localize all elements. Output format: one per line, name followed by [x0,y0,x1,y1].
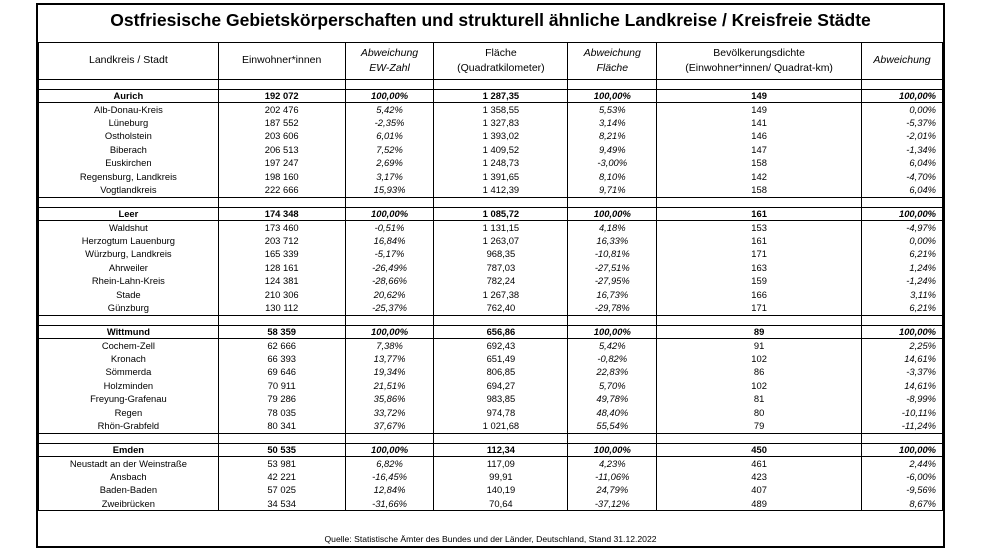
spacer-cell [862,79,943,89]
cell-density: 158 [657,157,862,171]
cell-deviation-population: 21,51% [345,379,434,393]
cell-area: 692,43 [434,339,568,353]
cell-area: 974,78 [434,406,568,420]
cell-name: Vogtlandkreis [39,184,219,198]
cell-density: 159 [657,275,862,289]
cell-deviation-population: 3,17% [345,170,434,184]
column-header-area [434,43,568,79]
group-head-row [39,207,943,221]
spacer-cell [657,197,862,207]
header-row [39,43,943,79]
table-row [39,366,943,380]
cell-population: 78 035 [218,406,345,420]
cell-population: 34 534 [218,497,345,511]
cell-deviation-density: 6,04% [862,157,943,171]
cell-density: 161 [657,234,862,248]
cell-density: 146 [657,130,862,144]
cell-area: 1 391,65 [434,170,568,184]
spacer-row [39,197,943,207]
cell-deviation-density: -2,01% [862,130,943,144]
cell-deviation-area: 5,70% [568,379,657,393]
table-row [39,420,943,434]
cell-area: 99,91 [434,470,568,484]
cell-population: 202 476 [218,103,345,117]
cell-area: 1 409,52 [434,143,568,157]
table-row [39,221,943,235]
cell-name: Lüneburg [39,116,219,130]
cell-area: 806,85 [434,366,568,380]
cell-deviation-area: 4,23% [568,457,657,471]
spacer-cell [568,433,657,443]
cell-deviation-population: 19,34% [345,366,434,380]
cell-deviation-population: 100,00% [345,207,434,221]
cell-name: Sömmerda [39,366,219,380]
spacer-cell [434,315,568,325]
table-row [39,184,943,198]
cell-density: 142 [657,170,862,184]
spacer-cell [345,433,434,443]
cell-population: 66 393 [218,352,345,366]
spacer-cell [862,433,943,443]
cell-area: 1 263,07 [434,234,568,248]
cell-deviation-density: -4,70% [862,170,943,184]
cell-population: 53 981 [218,457,345,471]
cell-deviation-population: 2,69% [345,157,434,171]
spacer-cell [345,79,434,89]
cell-deviation-population: 16,84% [345,234,434,248]
cell-name: Ahrweiler [39,261,219,275]
spacer-cell [434,79,568,89]
cell-deviation-density: 6,04% [862,184,943,198]
table-row [39,103,943,117]
cell-name: Würzburg, Landkreis [39,248,219,262]
cell-deviation-population: -25,37% [345,302,434,316]
column-header-line: Abweichung [583,46,641,59]
spacer-cell [345,315,434,325]
group-head-row [39,325,943,339]
cell-deviation-population: 6,01% [345,130,434,144]
cell-density: 171 [657,248,862,262]
cell-population: 70 911 [218,379,345,393]
cell-deviation-density: 2,44% [862,457,943,471]
cell-deviation-area: -29,78% [568,302,657,316]
cell-deviation-area: -0,82% [568,352,657,366]
cell-name: Regen [39,406,219,420]
cell-deviation-density: 6,21% [862,302,943,316]
cell-deviation-population: 15,93% [345,184,434,198]
table-row [39,157,943,171]
cell-name: Ostholstein [39,130,219,144]
column-header-line: Bevölkerungsdichte [713,46,805,59]
cell-area: 1 021,68 [434,420,568,434]
spacer-row [39,79,943,89]
cell-deviation-population: 13,77% [345,352,434,366]
cell-deviation-area: 16,33% [568,234,657,248]
table-row [39,393,943,407]
table-row [39,339,943,353]
cell-density: 149 [657,103,862,117]
cell-deviation-area: 24,79% [568,484,657,498]
column-header-line: (Einwohner*innen/ Quadrat-km) [685,61,833,74]
spacer-cell [39,197,219,207]
spacer-cell [657,315,862,325]
spacer-cell [862,315,943,325]
cell-area: 1 393,02 [434,130,568,144]
cell-name: Holzminden [39,379,219,393]
cell-name: Zweibrücken [39,497,219,511]
cell-deviation-area: 100,00% [568,443,657,457]
table-row [39,143,943,157]
cell-name: Neustadt an der Weinstraße [39,457,219,471]
cell-density: 423 [657,470,862,484]
cell-deviation-area: -3,00% [568,157,657,171]
column-header-line: Landkreis / Stadt [88,54,168,67]
cell-deviation-density: 6,21% [862,248,943,262]
cell-deviation-density: -10,11% [862,406,943,420]
spacer-cell [568,315,657,325]
cell-density: 158 [657,184,862,198]
cell-name: Herzogtum Lauenburg [39,234,219,248]
column-header-line: Abweichung [360,46,419,59]
cell-deviation-population: 33,72% [345,406,434,420]
table-row [39,497,943,511]
cell-density: 407 [657,484,862,498]
column-header-line: Abweichung [873,54,931,67]
cell-population: 130 112 [218,302,345,316]
cell-deviation-density: -6,00% [862,470,943,484]
column-header-population [218,43,345,79]
cell-deviation-density: -1,24% [862,275,943,289]
cell-density: 153 [657,221,862,235]
cell-area: 1 248,73 [434,157,568,171]
table-row [39,352,943,366]
cell-density: 80 [657,406,862,420]
cell-area: 694,27 [434,379,568,393]
table-row [39,116,943,130]
cell-area: 140,19 [434,484,568,498]
cell-area: 651,49 [434,352,568,366]
cell-deviation-area: 8,10% [568,170,657,184]
cell-deviation-area: 100,00% [568,325,657,339]
cell-area: 1 267,38 [434,288,568,302]
cell-deviation-density: 0,00% [862,103,943,117]
column-header-line: Fläche [596,61,629,74]
spacer-cell [218,315,345,325]
cell-name: Emden [39,443,219,457]
cell-deviation-population: 100,00% [345,325,434,339]
cell-deviation-density: 8,67% [862,497,943,511]
cell-deviation-population: -16,45% [345,470,434,484]
cell-deviation-area: 5,53% [568,103,657,117]
table-row [39,470,943,484]
cell-density: 89 [657,325,862,339]
source-note: Quelle: Statistische Ämter des Bundes und der Länder, Deutschland, Stand 31.12.2022 [324,534,657,544]
cell-population: 62 666 [218,339,345,353]
cell-population: 58 359 [218,325,345,339]
cell-area: 1 358,55 [434,103,568,117]
cell-population: 210 306 [218,288,345,302]
cell-deviation-density: -5,37% [862,116,943,130]
cell-population: 222 666 [218,184,345,198]
cell-density: 141 [657,116,862,130]
column-header-line: EW-Zahl [369,61,410,74]
cell-deviation-density: -3,37% [862,366,943,380]
cell-deviation-density: 0,00% [862,234,943,248]
table-row [39,275,943,289]
cell-name: Wittmund [39,325,219,339]
table-frame [36,3,945,548]
spacer-cell [39,433,219,443]
cell-deviation-population: -28,66% [345,275,434,289]
cell-deviation-area: 22,83% [568,366,657,380]
cell-deviation-population: -5,17% [345,248,434,262]
cell-density: 450 [657,443,862,457]
cell-density: 81 [657,393,862,407]
cell-population: 69 646 [218,366,345,380]
cell-deviation-area: -10,81% [568,248,657,262]
cell-deviation-density: 1,24% [862,261,943,275]
cell-deviation-density: -4,97% [862,221,943,235]
cell-density: 166 [657,288,862,302]
spacer-cell [434,197,568,207]
table-row [39,170,943,184]
cell-density: 102 [657,379,862,393]
cell-population: 198 160 [218,170,345,184]
cell-name: Aurich [39,89,219,103]
cell-deviation-area: 4,18% [568,221,657,235]
cell-name: Ansbach [39,470,219,484]
cell-deviation-population: 7,52% [345,143,434,157]
table-row [39,234,943,248]
cell-deviation-population: -26,49% [345,261,434,275]
cell-density: 161 [657,207,862,221]
cell-population: 50 535 [218,443,345,457]
cell-deviation-area: -27,95% [568,275,657,289]
table-row [39,261,943,275]
cell-area: 983,85 [434,393,568,407]
cell-deviation-density: 100,00% [862,207,943,221]
cell-population: 192 072 [218,89,345,103]
cell-density: 102 [657,352,862,366]
cell-name: Leer [39,207,219,221]
column-header-line: (Quadratkilometer) [457,61,545,74]
cell-deviation-density: -1,34% [862,143,943,157]
cell-area: 1 327,83 [434,116,568,130]
group-head-row [39,443,943,457]
table-row [39,406,943,420]
cell-density: 489 [657,497,862,511]
cell-deviation-area: 5,42% [568,339,657,353]
cell-population: 128 161 [218,261,345,275]
cell-deviation-population: -2,35% [345,116,434,130]
cell-name: Biberach [39,143,219,157]
cell-deviation-area: 49,78% [568,393,657,407]
cell-name: Stade [39,288,219,302]
group-head-row [39,89,943,103]
column-header-deviation-area [568,43,657,79]
cell-deviation-area: -11,06% [568,470,657,484]
table-row [39,484,943,498]
cell-deviation-area: 9,71% [568,184,657,198]
column-header-line: Einwohner*innen [241,54,322,67]
cell-deviation-population: 20,62% [345,288,434,302]
cell-deviation-area: 100,00% [568,207,657,221]
cell-deviation-population: 5,42% [345,103,434,117]
spacer-cell [657,433,862,443]
cell-deviation-area: 8,21% [568,130,657,144]
cell-deviation-density: 2,25% [862,339,943,353]
spacer-cell [862,197,943,207]
cell-deviation-density: 100,00% [862,443,943,457]
cell-population: 42 221 [218,470,345,484]
cell-population: 80 341 [218,420,345,434]
cell-area: 112,34 [434,443,568,457]
cell-deviation-area: -27,51% [568,261,657,275]
cell-deviation-density: 100,00% [862,89,943,103]
spacer-cell [39,315,219,325]
cell-name: Regensburg, Landkreis [39,170,219,184]
cell-density: 461 [657,457,862,471]
cell-area: 656,86 [434,325,568,339]
cell-deviation-area: 55,54% [568,420,657,434]
cell-deviation-population: 35,86% [345,393,434,407]
cell-population: 206 513 [218,143,345,157]
cell-deviation-density: 14,61% [862,379,943,393]
cell-deviation-area: 100,00% [568,89,657,103]
cell-deviation-area: 9,49% [568,143,657,157]
data-table [38,43,943,511]
spacer-cell [39,79,219,89]
cell-deviation-population: 100,00% [345,89,434,103]
column-header-line: Fläche [485,46,517,59]
cell-name: Günzburg [39,302,219,316]
table-row [39,457,943,471]
cell-deviation-population: 7,38% [345,339,434,353]
table-row [39,302,943,316]
cell-name: Baden-Baden [39,484,219,498]
cell-density: 86 [657,366,862,380]
cell-density: 79 [657,420,862,434]
column-header-density [657,43,862,79]
cell-density: 163 [657,261,862,275]
cell-population: 174 348 [218,207,345,221]
spacer-cell [657,79,862,89]
cell-area: 117,09 [434,457,568,471]
cell-deviation-area: 3,14% [568,116,657,130]
spacer-cell [345,197,434,207]
cell-name: Freyung-Grafenau [39,393,219,407]
cell-name: Alb-Donau-Kreis [39,103,219,117]
cell-deviation-density: -11,24% [862,420,943,434]
cell-density: 171 [657,302,862,316]
spacer-cell [218,79,345,89]
cell-density: 149 [657,89,862,103]
cell-population: 203 606 [218,130,345,144]
cell-deviation-population: -0,51% [345,221,434,235]
cell-population: 187 552 [218,116,345,130]
cell-population: 203 712 [218,234,345,248]
cell-area: 70,64 [434,497,568,511]
cell-deviation-density: 3,11% [862,288,943,302]
table-row [39,248,943,262]
cell-deviation-population: 12,84% [345,484,434,498]
cell-deviation-density: -8,99% [862,393,943,407]
spacer-cell [568,197,657,207]
cell-deviation-area: 48,40% [568,406,657,420]
spacer-cell [568,79,657,89]
cell-population: 165 339 [218,248,345,262]
table-row [39,379,943,393]
table-row [39,130,943,144]
cell-area: 1 131,15 [434,221,568,235]
cell-population: 124 381 [218,275,345,289]
column-header-name [39,43,219,79]
cell-area: 968,35 [434,248,568,262]
spacer-cell [434,433,568,443]
cell-population: 57 025 [218,484,345,498]
cell-name: Euskirchen [39,157,219,171]
spacer-cell [218,197,345,207]
cell-deviation-population: -31,66% [345,497,434,511]
column-header-deviation-density [862,43,943,79]
cell-deviation-population: 6,82% [345,457,434,471]
cell-deviation-density: 100,00% [862,325,943,339]
spacer-row [39,315,943,325]
cell-deviation-area: -37,12% [568,497,657,511]
page-title: Ostfriesische Gebietskörperschaften und strukturell ähnliche Landkreise / Kreisfreie Städte [38,5,943,43]
cell-density: 147 [657,143,862,157]
cell-area: 782,24 [434,275,568,289]
cell-area: 1 085,72 [434,207,568,221]
table-row [39,288,943,302]
cell-deviation-population: 37,67% [345,420,434,434]
cell-name: Rhein-Lahn-Kreis [39,275,219,289]
cell-deviation-density: -9,56% [862,484,943,498]
cell-deviation-density: 14,61% [862,352,943,366]
cell-name: Rhön-Grabfeld [39,420,219,434]
column-header-deviation-population [345,43,434,79]
cell-deviation-population: 100,00% [345,443,434,457]
cell-population: 173 460 [218,221,345,235]
cell-density: 91 [657,339,862,353]
cell-population: 79 286 [218,393,345,407]
cell-name: Kronach [39,352,219,366]
cell-area: 787,03 [434,261,568,275]
cell-population: 197 247 [218,157,345,171]
cell-area: 1 287,35 [434,89,568,103]
cell-area: 762,40 [434,302,568,316]
cell-name: Cochem-Zell [39,339,219,353]
spacer-cell [218,433,345,443]
spacer-row [39,433,943,443]
cell-area: 1 412,39 [434,184,568,198]
cell-name: Waldshut [39,221,219,235]
cell-deviation-area: 16,73% [568,288,657,302]
